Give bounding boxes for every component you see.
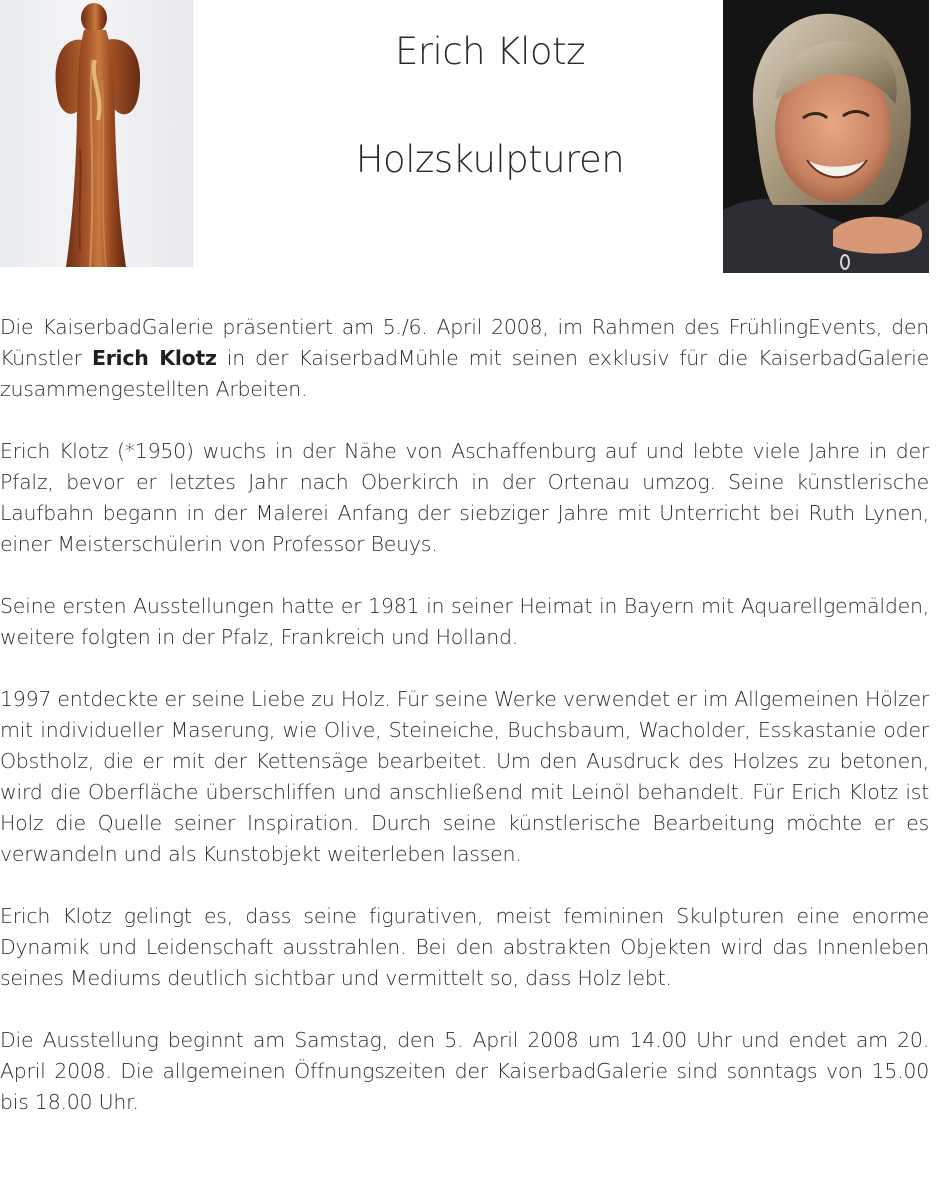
page-header xyxy=(0,0,950,280)
portrait-illustration xyxy=(723,0,929,273)
wood-sculpture-photo xyxy=(0,0,193,267)
paragraph-intro xyxy=(0,312,929,405)
paragraph-exhibition-dates: Die Ausstellung beginnt am Samstag, den 5. April 2008 um 14.00 Uhr und endet am 20. April 2008. Die allgemeinen Öffnungszeiten der KaiserbadGalerie sind sonntags von 15.00 bis 18.00 Uhr. xyxy=(0,1028,929,1114)
article-body xyxy=(0,312,929,1149)
artist-name-heading: Erich Klotz xyxy=(394,30,586,73)
subtitle-heading: Holzskulpturen xyxy=(355,138,625,181)
paragraph-biography: Erich Klotz (*1950) wuchs in der Nähe von Aschaffenburg auf und lebte viele Jahre in der Pfalz, bevor er letztes Jahr nach Oberkirch in der Ortenau umzog. Seine künstlerische Laufbahn begann in der Malerei Anfang der siebziger Jahre mit Unterricht bei Ruth Lynen, einer Meisterschülerin von Professor Beuys. xyxy=(0,439,929,556)
sculpture-illustration xyxy=(0,0,193,267)
paragraph-sculptures: Erich Klotz gelingt es, dass seine figurativen, meist femininen Skulpturen eine enorme Dynamik und Leidenschaft ausstrahlen. Bei den abstrakten Objekten wird das Innenleben seines Mediums deutlich sichtbar und vermittelt so, dass Holz lebt. xyxy=(0,904,929,990)
intro-text-before: Die KaiserbadGalerie präsentiert am 5./6. April 2008, im Rahmen des FrühlingEvents, den Künstler xyxy=(0,315,929,370)
artist-name-bold: Erich Klotz xyxy=(91,346,217,370)
artist-portrait-photo xyxy=(723,0,929,273)
intro-text-after: in der KaiserbadMühle mit seinen exklusiv für die KaiserbadGalerie zusammengestellten Arbeiten. xyxy=(0,346,929,401)
paragraph-exhibitions: Seine ersten Ausstellungen hatte er 1981 in seiner Heimat in Bayern mit Aquarellgemälden, weitere folgten in der Pfalz, Frankreich und Holland. xyxy=(0,594,929,649)
paragraph-wood-technique: 1997 entdeckte er seine Liebe zu Holz. Für seine Werke verwendet er im Allgemeinen Hölzer mit individueller Maserung, wie Olive, Steineiche, Buchsbaum, Wacholder, Esskastanie oder Obstholz, die er mit der Kettensäge bearbeitet. Um den Ausdruck des Holzes zu betonen, wird die Oberfläche überschliffen und anschließend mit Leinöl behandelt. Für Erich Klotz ist Holz die Quelle seiner Inspiration. Durch seine künstlerische Bearbeitung möchte er es verwandeln und als Kunstobjekt weiterleben lassen. xyxy=(0,687,929,866)
